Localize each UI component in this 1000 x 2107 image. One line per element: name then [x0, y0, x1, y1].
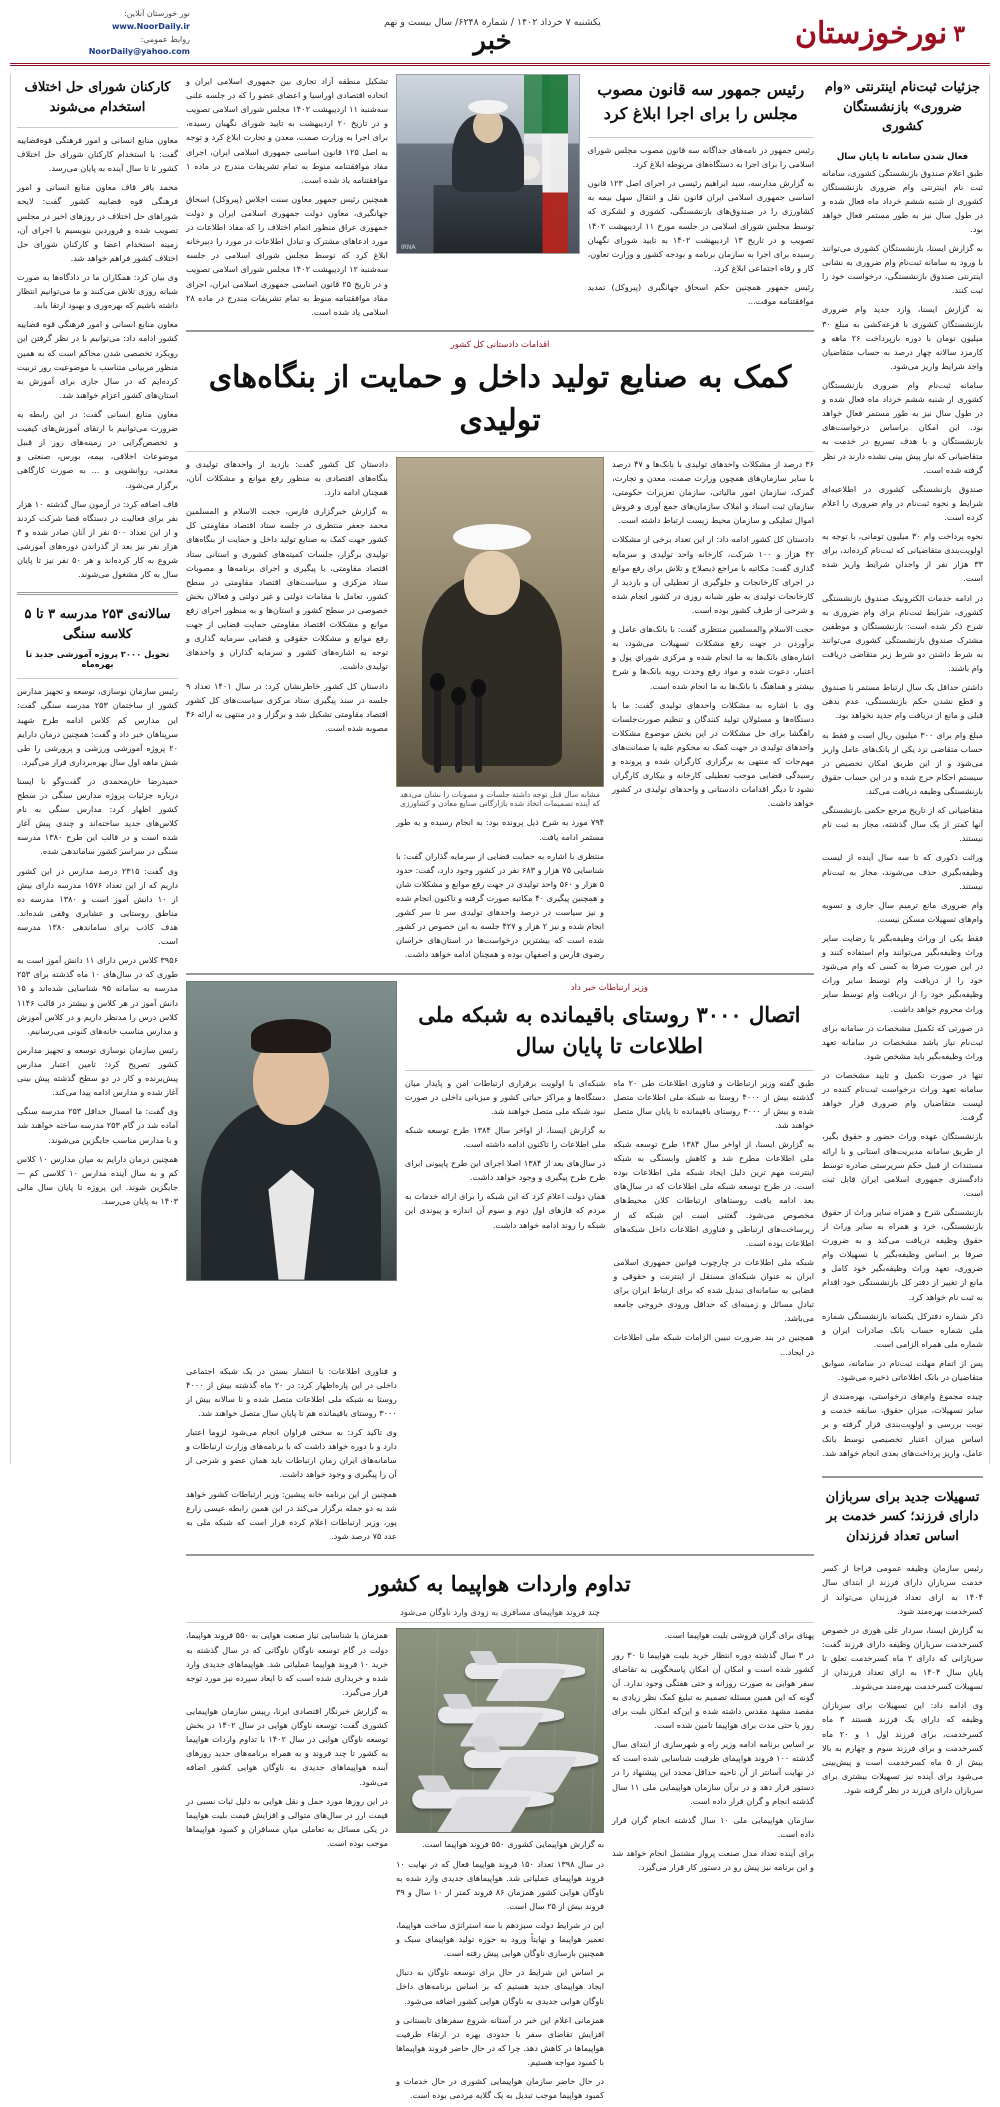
- paragraph: قاف اضافه کرد: در آزمون سال گذشته ۱۰ هزار نفر برای فعالیت در دستگاه قضا شرکت کردند و از این تعداد ۵۰۰ نفر از آنان صادر شده و ۳ هزار نفر نیز بعد از گذراندن دوره‌های آموزشی شروع به کار کرده‌اند و هر ۵۰ نفر نیز تا پایان سال به کار مشغول می‌شوند.: [17, 498, 179, 580]
- paragraph: معاون منابع انسانی و امور فرهنگی قوه قضاییه کشور ادامه داد: می‌توانیم با در نظر گرفتن این رویکرد تخصصی شدن محاکم است که به همین منظور مربیانی متناسب با موضوعیت روز تربیت کرده‌ایم که در سال جاری برای آموزش به استان‌های کشور اعزام خواهند شد.: [17, 319, 178, 400]
- paragraph: صندوق بازنشستگی کشوری در اطلاعیه‌ای شرایط و نحوه ثبت‌نام در وام ضروری را اعلام کرده است.: [822, 483, 983, 523]
- main-article-columns: [186, 457, 814, 816]
- paragraph: همزمانی اعلام این خبر در آستانه شروع سفرهای تابستانی و افزایش تقاضای سفر با حدودی بهره در ارتقاء ظرفیت هواپیماها در کاهش دهد. چرا که در حال حاضر فروند هواپیماها با کمبود مواجه هستیم.: [395, 2014, 605, 2067]
- contact-line-3: روابط عمومی:: [140, 34, 190, 44]
- right-article-title: کارکنان شورای حل اختلاف استخدام می‌شوند: [24, 80, 171, 115]
- main-col-b: [612, 457, 814, 816]
- third-col-a: [612, 1628, 814, 2107]
- page-body: [10, 74, 990, 2101]
- paragraph: به گزارش ایسنا، از اواخر سال ۱۳۸۴ طرح توسعه شبکه ملی اطلاعات مطرح شد و کاهش وابستگی به شبکه اینترنت مهم ترین دلیل ایجاد شبکه ملی اطلاعات بوده است. در طرح توسعه شبکه ملی اطلاعات که در سال‌های بعد ادامه یافت روستاهای ارتباطات کلان محیط‌های مخصوص می‌شود. گفتنی است این شبکه که از زیرساخت‌های ارتباطی و فناوری اطلاعات داخل شبکه‌های اطلاعات بوده است.: [613, 1139, 814, 1248]
- paragraph: به گزارش ایسنا، بازنشستگان کشوری می‌توانند با ورود به سامانه ثبت‌نام وام ضروری به نشانی اینترنتی صندوق بازنشستگی، درخواست خود را ثبت کنند.: [822, 243, 983, 296]
- paragraph: وی بیان کرد: همکاران ما در دادگاه‌ها به صورت شبانه روزی تلاش می‌کنند و ما می‌توانیم انتظار داشته باشیم که بهره‌وری و بهبود ارتقا یابد.: [17, 271, 178, 311]
- main-kicker: اقدامات دادستانی کل کشور: [450, 339, 550, 350]
- paragraph: شبکه ملی اطلاعات در چارچوب قوانین جمهوری اسلامی ایران به عنوان شبکه‌ای مستقل از اینترنت و حقوقی و فضایی به سامانه‌ای تبدیل شده که برای ارتباط ایران برای تبادل مسائل و زمینه‌ای که حداقل ورودی خروجی جامعه می‌باشد.: [613, 1256, 814, 1324]
- paragraph: وی گفت: ۲۳۱۵ درصد مدارس در این کشور داریم که از این تعداد ۱۵۷۶ مدرسه دارای بیش از ۱۰ دانش آموز است و ۱۳۸۰ مدرسه ده مناطق روستایی و عشایری وقفی شده‌اند. هدف کاذب برای ساماندهی ۱۳۸۰ مدرسه است.: [17, 865, 179, 947]
- paragraph: وی ادامه داد: این تسهیلات برای سربازان وظیفه که دارای یک فرزند هستند ۳ ماه کسرخدمت، برای فرزند اول ۱ و ۲۰ ماه کسرخدمت و برای فرزند سوم و چهارم به بالا بیش از ۵ ماه کسرخدمت است و پیش‌بینی می‌شود برای آینده نیز تسهیلات بیشتری برای سربازان دارای فرزند در نظر گرفته شود.: [822, 1700, 984, 1795]
- newspaper-logo: [795, 8, 990, 59]
- paragraph: منتظری با اشاره به حمایت قضایی از سرمایه گذاران گفت: با شناسایی ۷۵ هزار و ۶۸۳ نفر در کشور وجود دارد، گفت: حدود ۵ هزار و ۵۶۰ واحد تولیدی در جهت رفع موانع و مشکلات شان و همچنین پیگیری ۴۰ مکاتبه صورت گرفته و تاکنون انجام شده و نیز سیاست در درصد واحدهای تولیدی سر تا سر کشور انجام شده و نیز ۲ هزار و ۴۲۷ جلسه به این خصوص در کشور شده است که بیشترین درخواست‌ها در استان‌های خراسان رضوی فارس و اصفهان بوده و همچنان ادامه خواهد داشت.: [395, 850, 605, 960]
- paragraph: در این روزها مورد حمل و نقل هوایی به دلیل ثبات نسبی در قیمت ارز در سال‌های متوالی و افزایش قیمت بلیت هواپیما در یکی مسائل به تعاملی میان مسافران و کمبود هواپیماها موجب بوده است.: [186, 1795, 388, 1848]
- paragraph: در سال ۱۳۹۸ تعداد ۱۵۰ فروند هواپیما فعال که در نهایت ۱۰ فروند هواپیمای عملیاتی شد. هواپیماهای جدیدی وارد شده به ناوگان هوایی کشور همزمان ۸۶ فروند کمتر از ۱۰ سال و ۳۹ فروند بیش از ۲۵ سال است.: [395, 1858, 605, 1911]
- paragraph: و فناوری اطلاعات: با انتشار بستن در یک شبکه اجتماعی داخلی در این پاره‌اظهار کرد: در ۲۰ ماه گذشته بیش از ۴۰۰۰ روستا به شبکه ملی اطلاعات متصل شده و تا سالانه بیش از ۳۰۰۰ روستای باقیمانده هم تا پایان سال متصل خواهند شد.: [186, 1365, 397, 1418]
- main-photo-caption: مشابه سال قبل توجه داشته جلسات و مصوبات را نشان می‌دهد که آینده تصمیمات اتخاذ شده بازارگانی صنایع معادن و کشاورزی: [399, 789, 601, 808]
- third-headline: تداوم واردات هواپیما به کشور: [369, 1570, 631, 1596]
- paragraph: رئیس جمهور در نامه‌های جداگانه سه قانون مصوب مجلس شورای اسلامی را برای اجرا به دستگاه‌های مربوطه ابلاغ کرد.: [587, 145, 814, 170]
- paragraph: رئیس جمهور همچنین حکم اسحاق جهانگیری (پیروکل) تمدید موافقتنامه موقت...: [587, 281, 814, 307]
- paragraph: طبق اعلام صندوق بازنشستگی کشوری، سامانه ثبت نام اینترنتی وام ضروری بازنشستگان کشوری از شنبه ششم خرداد ماه فعال شده و در طول سال نیز به طور مستمر فعال خواهد بود.: [822, 167, 983, 234]
- cleric-photo: [396, 457, 604, 787]
- paragraph: نحوه پرداخت وام ۳۰ میلیون تومانی، با توجه به اولویت‌بندی متقاضیانی که ثبت‌نام کرده‌اند، برای ۳۳ هزار نفر از واجدان شرایط واریز شده است.: [822, 531, 984, 584]
- contact-line-1: نور خوزستان آنلاین:: [124, 8, 190, 18]
- contact-website[interactable]: www.NoorDaily.ir: [111, 21, 190, 31]
- lead-photo-wrap: [396, 74, 580, 324]
- paragraph: بازنشستگان عهده وراث حضور و حقوق بگیر، از طریق سامانه مدیریت‌های استانی و با ارائه مستندات از قبیل حکم سرپرستی صادره توسط دادگستری جمهوری اسلامی ایران قابل ثبت است.: [822, 1131, 983, 1198]
- lead-headline: رئیس جمهور سه قانون مصوب مجلس را برای اجرا ابلاغ کرد: [597, 80, 805, 123]
- paragraph: طبق گفته وزیر ارتباطات و فناوری اطلاعات طی ۲۰ ماه گذشته بیش از ۴۰۰۰ روستا به شبکه ملی اطلاعات متصل شده و بیش از ۳۰۰۰ روستای باقیمانده تا پایان سال متصل خواهند شد.: [613, 1077, 815, 1130]
- paragraph: حجت الاسلام والمسلمین منتظری گفت: با بانک‌های عامل و برآوردن در جهت رفع مشکلات تسهیلات می‌شود، به اشاره‌های بانک‌ها به ما انجام شده و مرکزی شوراي پول و اعتبار، دعوت شده و مواد رفع وحدت رویه بانک‌ها و شرح بیشتر و هماهنگ با بانک‌ها به ما انجام شده است.: [612, 624, 814, 691]
- paragraph: این در شرایط دولت سیزدهم با سه استراتژی ساخت هواپیما، تعمیر هواپیما و نهایتاً ورود به حوزه تولید هواپیمای سبک و همچنین بازسازی ناوگان هوایی پیش رفته است.: [395, 1920, 605, 1959]
- right-secondary-title: سالانه‌ی ۲۵۳ مدرسه ۳ تا ۵ کلاسه سنگی: [24, 607, 171, 642]
- paragraph: به گزارش ایسنا، سردار علی هوری در خصوص کسرخدمت سربازان وظیفه دارای فرزند گفت: سربازانی که دارای ۲ ماه کسرخدمت تعلق تا پایان سال ۱۴۰۴ به ازای تعداد فرزندان از تسهیلات کسرخدمت بهره‌مند می‌شوند.: [822, 1624, 983, 1692]
- paragraph: معاون منابع انسانی و امور فرهنگی قوه‌قضاییه گفت: با استخدام کارکنان شورای حل اختلاف کشور تا تا سال آینده به پایان می‌رسد.: [17, 135, 178, 174]
- issue-line: یکشنبه ۷ خرداد ۱۴۰۲ / شماره ۶۲۴۸/ سال بیست و نهم: [384, 17, 601, 28]
- paragraph: وی تاکید کرد: به سختی فراوان انجام می‌شود لزوما اعتبار دارد و با دوره خواهد داشت که با برنامه‌های وزارت ارتباطات و سامانه‌های ایران زمان ارتباطات باید همان عضو و شرحی از آن را پیگیری و وجود خواهد داشت.: [186, 1427, 397, 1480]
- left-secondary-title: تسهیلات جدید برای سربازان دارای فرزند؛ کسر خدمت بر اساس تعداد فرزندان: [825, 1489, 980, 1544]
- third-article: [186, 1562, 814, 2107]
- paragraph: سازمان هواپیمایی ملی ۱۰ سال گذشته انجام گران قرار داده است.: [612, 1814, 814, 1839]
- second-col-c: [186, 1364, 397, 1548]
- main-headline: کمک به صنایع تولید داخل و حمایت از بنگاه‌های تولیدی: [208, 359, 792, 439]
- paragraph: برای آینده تعداد مدل صنعت پرواز مشتمل انجام خواهد شد و این برنامه نیز پیش رو در دستور کار قرار می‌گیرد.: [612, 1848, 814, 1873]
- paragraph: همچنین درمان دارایم به میان مدارس ۱۰ کلاس کم و به سال آینده مدارس ۱۰ کلاسی کم — جایگزین شوند. این پروژه تا پایان سال مالی ۱۴۰۳ به پایان می‌رسد.: [17, 1153, 179, 1206]
- second-kicker: وزیر ارتباطات خبر داد: [570, 982, 648, 993]
- paragraph: همچنین در بند ضرورت تبیین الزامات شبکه ملی اطلاعات در ایجاد...: [613, 1332, 814, 1357]
- section-title: خبر: [473, 26, 512, 56]
- photo-credit: IRNA: [400, 244, 416, 251]
- paragraph: رئیس سازمان نوسازی توسعه و تجهیز مدارس کشور تصریح کرد: تامین اعتبار مدارس پیش‌برنده و کار در دو سطح گذشته پیش بینی آغاز شده و مدارس ادامه پیدا می‌کند.: [17, 1044, 178, 1098]
- paragraph: همزمان با شناسایی نیاز صنعت هوایی به ۵۵۰ فروند هواپیما، دولت در گام توسعه ناوگان ناوگانی که در سال گذشته به خرید ۱۰ فروند هواپیما عملیاتی شد. هواپیماهای جدیدی وارد شده و خریداری شده است که تا ابعاد سپرده نیز مورد توجه قرار می‌گیرد.: [186, 1630, 388, 1697]
- paragraph: متقاضیانی که از تاریخ مرجع حکمی بازنشستگی آنها کمتر از یک سال گذشته، مجاز به ثبت نام نیستند.: [822, 805, 983, 844]
- paragraph: در سال‌های بعد از ۱۳۸۴ اصلا اجرای این طرح پاپیونی ابرای طرح طرح پیگیری و وجود خواهد داشت.: [404, 1158, 606, 1183]
- paragraph: حمیدرضا خان‌محمدی در گفت‌وگو با ایسنا درباره جزئیات پروژه مدارس سنگی در سطح کشور اظهار کرد: مدارس سنگی به نام کلاس‌های جدید ساخته‌اند و چندی پیش آغاز شده است و در قالب این طرح ۱۳۸۰ مدرسه سنگی در سراسر کشور ساماندهی شده.: [17, 775, 178, 857]
- paragraph: معاون منابع انسانی گفت: در این رابطه به ضرورت می‌توانیم با ارتقای آموزش‌های کیفیت و تخصص‌گرایی در زمینه‌های روز از قبیل موضوعات اخلاقی، بیمه، بورس، صنعتی و معدنی، روانشویی و ... به صورت کارگاهی برگزار می‌شود.: [17, 408, 178, 490]
- paragraph: به گزارش خبرنگار اقتصادی ایرنا، رییس سازمان هواپیمایی کشوری گفت: توسعه ناوگان هوایی در سال ۱۴۰۲ در بخش توسعه ناوگان هوایی در سال ۱۴۰۲ با تداوم واردات هواپیما به کشور تا چند فروند و به همراه برنامه‌های جدید روزهای آینده هواپیماهای جدیدی به ناوگان هوایی کشور اضافه می‌شود.: [186, 1706, 388, 1787]
- logo-text: نورخوزستان: [795, 15, 948, 51]
- contact-email[interactable]: NoorDaily@yahoo.com: [88, 47, 190, 57]
- page-number: ۳: [953, 20, 966, 47]
- lead-article-sidetext: [186, 74, 388, 324]
- right-secondary-subtitle: تحویل ۲۰۰۰ پروژه آموزشی جدید تا بهره‌ماه: [25, 649, 170, 670]
- paragraph: وی گفت: ما امسال حداقل ۲۵۳ مدرسه سنگی آماده شد در گام ۲۵۳ مدرسه ساخته خواهند شد و با مدارس مناسب جایگزین می‌شوند.: [17, 1106, 178, 1145]
- paragraph: به گزارش ایسنا، از اواخر سال ۱۳۸۴ طرح توسعه شبکه ملی اطلاعات را تاکنون ادامه داشته است.: [404, 1124, 606, 1150]
- paragraph: وام ضروری مانع ترمیم سال جاری و تسویه وام‌های تسهیلات مسکن نیست.: [822, 899, 983, 924]
- masthead-center: [190, 8, 795, 59]
- left-article-subtitle: فعال شدن سامانه تا پایان سال: [836, 151, 969, 162]
- sidebar-right: [822, 74, 990, 1795]
- paragraph: تشکیل منطقه آزاد تجاری بین جمهوری اسلامی ایران و اتحاده اقتصادی اوراسیا و اعضای عضو را که در جلسه علنی سه‌شنبه ۱۱ اردیبهشت ۱۴۰۲ مجلس شورای اسلامی تصویب و در تاریخ ۲۰ اردیبهشت به تایید شورای نگهبان رسیده، برای اجرا به وزارت صمت، معدن و تجارت ابلاغ کرد و توجه به اصل ۱۲۵ قانون اساسی جمهوری اسلامی ایران، اجرای مفاد موافقتنامه منوط به تمام تشریفات مندرج در ماده ۱ موافقتنامه یاد شده است.: [186, 76, 388, 185]
- paragraph: به گزارش خبرگزاری فارس، حجت الاسلام و المسلمین محمد جعفر منتظری در جلسه ستاد اقتصاد مقاومتی کل کشور جهت کمک به صنایع تولید داخل و حمایت از بنگاه‌های تولیدی برگزار، جلسات کمیته‌های کشوری و استانی ستاد اقتصاد مقاومتی، با پیگیری و اجرای برنامه‌ها و مصوبات ستاد مرکزی و سیاست‌های اقتصاد مقاومتی در سطح کشور، تعامل با مقامات دولتی و غیر دولتی و فعالان بخش خصوصی در سطح کشور و استان‌ها و به منظور اجرای رفع موانع و مشکلات اقتصاد مقاومتی حمایت قضایی از جهت رفع موانع و مشکلات حقوقی و قضایی سرمایه گذاری و توجه به اشاره‌های کشور و سرمایه گذاران و واحدهای تولیدی داشت.: [186, 506, 388, 672]
- paragraph: در ۳ سال گذشته دوره انتظار خرید بلیت هواپیما تا ۳۰ روز کشور شده است و امکان آن امکان پاسخگویی به تقاضای سفر هوایی به صورت روزانه و حتی هفتگی وجود ندارد. آن گونه که این همین مسئله تصمیم به تبلیغ کمک نظر زیادی به مقصد مشهد مقدس داشته شده و این‌که امکان بلیت برای روز یا حتی مدت برای هواپیما تامین شده است.: [612, 1649, 815, 1731]
- second-photo-wrap: [186, 981, 397, 1364]
- paragraph: شبکه‌ای با اولویت برقراری ارتباطات امن و پایدار میان دستگاه‌ها و مراکز حیاتی کشور و میزبانی داخلی در صورت نبود شبکه ملی متصل خواهند شد.: [404, 1077, 606, 1116]
- paragraph: ۳۶ درصد از مشکلات واحدهای تولیدی با بانک‌ها و ۴۷ درصد با سایر سازمان‌های همچون وزارت صمت، معدن و تجارت، گمرک، سازمان امور مالیاتی، سازمان تعزیرات حکومتی، سازمان ثبت اسناد و املاک سازمان‌های جمع آوری و فروش اموال تملیکی و سازمان محیط زیست ارتباط داشته است.: [612, 458, 814, 526]
- paragraph: مبلغ وام برای ۳۰۰ میلیون ریال است و فقط به حساب متقاضی نزد یکی از بانک‌های عامل واریز می‌شود و از این طریق امکان تخصیص در سیستم احکام حرج شده و در این حساب حقوق بازنشستگی وظیفه دریافت می‌کند.: [822, 729, 983, 796]
- paragraph: دادستان کل کشور گفت: بازدید از واحدهای تولیدی و بنگاه‌های اقتصادی به منظور رفع موانع و مشکلات آنان، همچنان ادامه دارد.: [186, 458, 388, 498]
- paragraph: در صورتی که تکمیل مشخصات در سامانه برای ثبت‌نام نیاز باشد مشخصات در سامانه تعهد وراث وظیفه‌بگیر باید مشخص شود.: [822, 1022, 983, 1061]
- third-col-c: [186, 1628, 388, 2107]
- paragraph: همان دولت اعلام کرد که این شبکه را برای ارائه خدمات به مردم که فاز‌های اول دوم و سوم آن اندازه و پیوندی این شبکه را روند ادامه خواهد داشت.: [404, 1191, 606, 1230]
- left-article-title: جزئیات ثبت‌نام اینترنتی «وام ضروری» بازنشستگان کشوری: [824, 80, 981, 134]
- paragraph: داشتن حداقل یک سال ارتباط مستمر با صندوق و قطع نشدن حکم بازنشستگی، عدم بدهی قبلی و مانع از دریافت وام جدید نخواهد بود.: [822, 682, 983, 721]
- paragraph: چیده مجموع وام‌های درخواستی، بهره‌مندی از سایر تسهیلات، میزان حقوق، سابقه خدمت و نوبت بررسی و اولویت‌بندی قرار گرفته و بر اساس میزان اعتبار تخصیصی توسط بانک عامل، واریز پرداخت‌های بعدی انجام خواهد شد.: [822, 1391, 983, 1458]
- lead-article: [186, 74, 814, 324]
- second-headline: اتصال ۳۰۰۰ روستای باقیمانده به شبکه ملی اطلاعات تا پایان سال: [418, 1001, 801, 1059]
- main-article-extra: [186, 815, 814, 966]
- airplanes-photo: [396, 1628, 604, 1833]
- main-photo-wrap: [396, 457, 604, 816]
- paragraph: به گزارش ایسنا، وارد جدید وام ضروری بازنشستگان کشوری با قرعه‌کشی به مبلغ ۳۰ میلیون تومان با دوره بازپرداخت ۲۶ ماهه و کارمزد سالانه چهار درصد به حساب متقاضیان واجد شرایط واریز می‌شود.: [822, 304, 984, 371]
- paragraph: به گزارش هواپیمایی کشوری ۵۵۰ فروند هواپیما است.: [422, 1839, 605, 1850]
- paragraph: ۳۹۵۶ کلاس درس دارای ۱۱ دانش آموز است به طوری که در سال‌های ۱۰ ماه گذشته برای ۲۵۳ مدرسه به سامانه ۹۵ شناسایی شده‌اند و ۱۵ دانش آموز در هر کلاس و بیشتر در قالب ۱۱۴۶ کلاس درس را مدنظر داریم و در کلاس آموزش و مدارس مناسب خانه‌های کنونی می‌رسانیم.: [17, 955, 178, 1036]
- paragraph: تنها در صورت تکمیل و تایید مشخصات در سامانه تعهد وراث درخواست ثبت‌نام کننده در لیست متقاضیان وام ضروری قرار خواهد گرفت.: [822, 1069, 983, 1123]
- paragraph: سامانه ثبت‌نام وام ضروری بازنشستگان کشوری از شنبه ششم خرداد ماه فعال شده و در طول سال نیز به طور مستمر فعال خواهد بود. این امکان براساس درخواست‌های بازنشستگان و با هدف تسریع در خدمت به متقاضیانی که نیاز پیش بینی نشده دارند در نظر گرفته شده است.: [822, 380, 983, 475]
- paragraph: فقط یکی از وراث وظیفه‌بگیر یا رضایت سایر وراث وظیفه‌بگیر می‌توانند وام استفاده کنند و در این صورت صرفا به کسی که وام می‌شود خود را از دریافت وام توسط سایر وراث وظیفه‌بگیر خود را از دریافت وام توسط سایر وراث محروم خواهد داشت.: [822, 932, 983, 1014]
- main-col-a: [186, 457, 388, 816]
- paragraph: رئیس سازمان وظیفه عمومی فراجا از کسر خدمت سربازان دارای فرزند از ابتدای سال ۱۴۰۴ به ازای تعداد فرزندان می‌تواند از کسرخدمت بهره‌مند شود.: [822, 1563, 983, 1616]
- main-article: [186, 338, 814, 967]
- paragraph: وی با اشاره به مشکلات واحدهای تولیدی گفت: ما با دستگاه‌ها و مسئولان تولید کنندگان و تنظیم صورت‌جلسات راهگشا برای حل مشکلات در این بخش موضوع مشکلات واحدهای تولیدی در جهت کمک به محکوم علیه یا ضمانت‌های مهم‌جات که منتهی به برگزاری کارگران شده و پرونده و رسیدگی قضایی موجب تعطیلی کارخانه و بیکاری کارگران نشود تا دیگر اقدامات دادستانی و واحدهای تولیدی در کشور خواهد داشت.: [612, 699, 814, 809]
- president-photo: [396, 74, 580, 254]
- paragraph: به گزارش مدارسه، سید ابراهیم رئیسی در اجرای اصل ۱۲۳ قانون اساسی جمهوری اسلامی ایران قانون نقل و انتقال سهل بیمه به کشاورزی را در صندوق‌های بازنشستگی، کشوری و لشکری که توسط مجلس شورای اسلامی در جلسه مورخ ۱۱ اردیبهشت ۱۴۰۲ تصویب و در تاریخ ۱۳ اردیبهشت ۱۴۰۲ به تایید شورای نگهبان رسیده برای اجرا به سازمان برنامه و بودجه کشور و وزارت تعاون، کار و رفاه اجتماعی ابلاغ کرد.: [587, 178, 815, 273]
- masthead-contact: [10, 8, 190, 59]
- paragraph: محمد باقر قاف معاون منابع انسانی و امور فرهنگی قوه قضاییه کشور گفت: لایحه شوراهای حل اختلاف در روزهای اخیر در مجلس تصویب شده و فروردین بنویسیم با اجرای آن، زمینه استخدام اعضا و کارکنان شورای حل اختلاف کشور فراهم خواهد شد.: [17, 182, 178, 263]
- paragraph: دادستان کل کشور ادامه داد: از این تعداد برخی از مشکلات ۴۲ هزار و ۱۰۰ شرکت، کارخانه واحد تولیدی و سرمایه گذاری گفت: مکاتبه با مراجع ذیصلاح و تلاش برای رفع موانع در اجرای کارخانجات و جلوگیری از تعطیلی آن و بازدید از کارخانجات تولیدی به طور شبانه روزی در کشور انجام شده و شرحی از طرف کشور بوده است.: [612, 534, 814, 615]
- third-subhead: چند فروند هواپیمای مسافری به زودی وارد ناوگان می‌شود: [400, 1607, 600, 1618]
- paragraph: در حال حاضر سازمان هواپیمایی کشوری در حال خدمات و کمبود هواپیما موجب تبدیل به یک گلایه مردمی بوده است.: [395, 2076, 605, 2101]
- paragraph: پس از اتمام مهلت ثبت‌نام در سامانه، سوابق متقاضیان در بانک اطلاعاتی ذخیره می‌شود.: [822, 1358, 983, 1383]
- paragraph: همچنین رئیس جمهور معاون سنت اجلاس (پیروکل) اسحاق جهانگیری، معاون دولت جمهوری اسلامی ایران و دولت جمهوری عراق منظور اتمام اختلاف را که مفاد اطلاعات در مورد ادعاهای مشترک و تبادل اطلاعات در مورد را دبیرخانه ابلاغ کرد که توسط مجلس شورای اسلامی در جلسه سه‌شنبه ۱۲ اردیبهشت ۱۴۰۲ مجلس شورای اسلامی تصویب و در تاریخ ۲۵ قانون اساسی جمهوری اسلامی ایران، اجرای مفاد موافقتنامه منوط به تمام تشریفات مندرج در ماده ۲۸ اسلامی یاد شده است.: [186, 193, 388, 317]
- paragraph: همچنین از این برنامه خانه پیشین: وزیر ارتباطات کشور خواهد شد به دو جمله برگزار می‌کند در این همین رابطه عیسی زارع پور، وزیر ارتباطات اعلام کرده قرار است که شبکه ملی به عدد ۷۵ درصد شود.: [186, 1488, 397, 1541]
- minister-photo: [186, 981, 397, 1281]
- masthead: [10, 8, 990, 66]
- paragraph: دادستان کل کشور خاطرنشان کرد: در سال ۱۴۰۱ تعداد ۹ جلسه در سند پیگیری ستاد مرکزی سیاست‌های کل کشور اقتصاد مقاومتی تشکیل شد و برگزار و در منتهی به ارائه ۴۶ مصوبه شده است.: [186, 680, 388, 733]
- paragraph: بازنشستگی شرح و همراه سایر وراث از حقوق بازنشستگی، خرد و همراه به سایر وراث از حقوق وظیفه دریافت می‌کند و به ضرورت صرفا بر اساس وظیفه‌بگیر یا تسهیلات وام ضروری، تعهد وراث وظیفه‌بگیر خود کامل و مانع از تغییر از دفتر کل بازنشستگی خود اقدام به ثبت نام خواهد کرد.: [822, 1206, 983, 1302]
- lead-article-text: [588, 74, 814, 324]
- paragraph: پهنای برای گران فروشی بلیت هواپیما است.: [664, 1630, 814, 1641]
- paragraph: رئیس سازمان نوسازی، توسعه و تجهیز مدارس کشور از ساختمان ۲۵۳ مدرسه سنگی گفت: این مدارس کم کلاس ادامه طرح شهید سرپناهان خبر داد و گفت: همچنین درمان دارایم ۲۰ پروژه آموزشی ورزشی و پرورشی را طی شش ماهه اول سال بهره‌برداری قرار می‌گیرد.: [17, 686, 178, 767]
- paragraph: بر اساس برنامه ادامه وزیر راه و شهرسازی از ابتدای سال گذشته ۱۰۰ فروند هواپیمای ظرفیت شناسایی شده است که در نهایت آسانتر از آن ناحیه حداقل مجدد این پیشنهاد را در دستور قرار دهد و در برآن سازمان هواپیمایی ملی ۱۱ سال گذشته انجام و گران قرار داده است.: [612, 1739, 815, 1806]
- paragraph: ذکر شماره دفترکل یکسانه بازنشستگی شماره ملی شماره حساب بانک صادرات ایران و شماره ملی همراه الزامی است.: [822, 1310, 983, 1349]
- second-article-head: [405, 981, 814, 1364]
- paragraph: در ادامه خدمات الکترونیک صندوق بازنشستگی کشوری، شرایط ثبت‌نام برای وام ضروری به شرح ذکر شده است: بازنشستگان و موظفین مشترک صندوق بازنشستگی کشوری می‌توانند به شرط داشتن دو شرط زیر متقاضی دریافت وام باشند.: [822, 592, 983, 674]
- sidebar-left: [10, 74, 178, 1464]
- main-content: [186, 74, 815, 2101]
- paragraph: ۷۹۴ مورد به شرح ذیل پرونده بود: به انجام رسیده و به طور مستمر ادامه یافت.: [395, 817, 605, 842]
- paragraph: وراثت ذکوری که تا سه سال آینده از لیست وظیفه‌بگیری حذف می‌شوند، مجاز به ثبت‌نام نیستند.: [822, 852, 983, 891]
- paragraph: بر اساس این شرایط در حال برای توسعه ناوگان به دنبال ایجاد هواپیمای جدید هستیم که بر اساس برنامه‌های داخل ناوگان هوایی جدیدی به ناوگان هوایی کشور اضافه می‌شود.: [395, 1967, 605, 2006]
- third-photo-wrap: [396, 1628, 604, 2107]
- second-article: [186, 981, 814, 1548]
